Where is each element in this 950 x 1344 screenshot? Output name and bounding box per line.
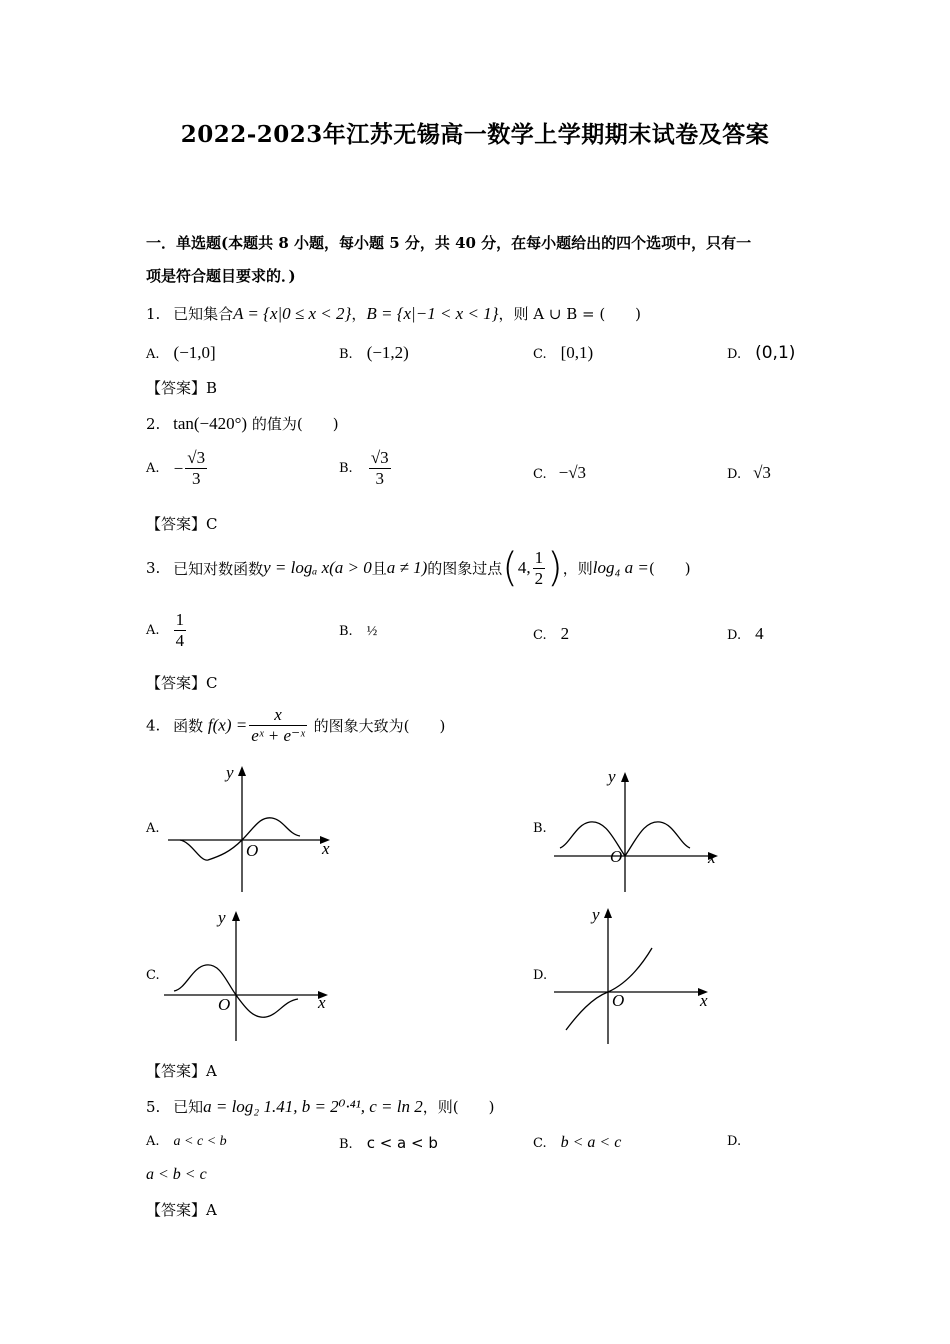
graph-curve [180, 818, 300, 860]
q3-option-d [727, 624, 764, 644]
y-label: y [592, 905, 600, 924]
point-denominator: 2 [534, 568, 544, 588]
option-label: A. [146, 1134, 160, 1149]
q4-graph-d [550, 900, 730, 1050]
option-text: a < c < b [173, 1134, 227, 1149]
q3-answer: 【答案】C [146, 674, 218, 692]
point-x: 4, [517, 558, 531, 577]
section-heading-line2: 项是符合题目要求的．) [146, 267, 296, 285]
y-axis-arrow [621, 772, 629, 782]
q3-option-b [339, 624, 377, 640]
question-text: 已知集合 [173, 305, 234, 323]
conjunction: 且 [371, 559, 387, 578]
question-text-end: ，则( ) [422, 1098, 495, 1116]
question-3: 3. 已知对数函数y = logₐ x(a > 0且a ≠ 1)的图象过点(4, $\frac{1}{2}$ )，则log₄ a =( ) [146, 545, 691, 591]
question-text: 函数 [173, 717, 204, 735]
fraction-denominator: 3 [375, 469, 384, 488]
q4-option-d-label: D. [533, 968, 548, 983]
origin-label: O [610, 847, 623, 866]
q2-option-c [533, 463, 586, 483]
q3-option-c [533, 624, 569, 644]
given-values: a = log₂ 1.41, b = 2⁰·⁴¹, c = ln 2 [203, 1097, 423, 1116]
q4-option-c-label: C. [146, 968, 160, 983]
option-label: B. [339, 461, 353, 476]
question-2 [146, 413, 339, 434]
graph-curve [566, 948, 652, 1030]
q5-option-d-label: D. [727, 1134, 742, 1149]
question-5 [146, 1096, 494, 1117]
set-a: A = {x|0 ≤ x < 2} [233, 304, 352, 323]
option-text: [0,1) [560, 343, 594, 362]
q1-answer: 【答案】B [146, 379, 218, 397]
question-number: 4. [146, 716, 161, 735]
set-b: B = {x|−1 < x < 1} [366, 304, 499, 323]
question-text: ，则 [562, 559, 593, 578]
q1-option-a [146, 343, 216, 363]
option-text: 4 [755, 624, 764, 643]
fraction-numerator: 1 [175, 610, 185, 629]
question-text: 已知对数函数 [173, 559, 264, 578]
option-label: A. [146, 461, 160, 476]
option-text: c < a < b [366, 1134, 438, 1152]
option-label: B. [339, 1137, 353, 1152]
q1-option-d [727, 343, 795, 363]
question-number: 2. [146, 415, 161, 433]
question-text-end: 的图象大致为( ) [313, 717, 446, 735]
question-text-end: ( ) [648, 559, 691, 578]
origin-label: O [612, 991, 625, 1010]
option-text: b < a < c [560, 1134, 622, 1151]
y-axis-arrow [238, 766, 246, 776]
q1-option-b [339, 343, 409, 363]
q2-option-b [339, 448, 393, 489]
q4-graph-a [160, 760, 340, 895]
q5-option-c [533, 1134, 621, 1152]
q5-answer: 【答案】A [146, 1201, 217, 1219]
option-label: C. [533, 347, 547, 362]
option-text: ½ [366, 624, 378, 639]
q4-option-b-label: B. [533, 821, 547, 836]
question-number: 1. [146, 305, 161, 323]
log-expression: log₄ a = [592, 558, 649, 577]
q2-option-a [146, 448, 209, 489]
question-4 [146, 705, 445, 746]
y-label: y [218, 908, 226, 927]
option-label: C. [533, 628, 547, 643]
q5-option-a [146, 1134, 227, 1150]
origin-label: O [246, 841, 259, 860]
question-number: 3. [146, 559, 161, 577]
question-text: 已知 [173, 1098, 204, 1116]
question-text: 的值为( ) [251, 415, 339, 433]
option-text: (−1,0] [173, 343, 216, 362]
q4-graph-c [160, 905, 340, 1045]
option-label: B. [339, 347, 353, 362]
fraction-denominator: 4 [175, 631, 185, 650]
x-label: x [322, 839, 330, 858]
condition: a ≠ 1) [386, 558, 428, 577]
x-label: x [708, 848, 716, 867]
fraction-denominator: eˣ + e⁻ˣ [251, 726, 305, 745]
option-label: C. [533, 1136, 547, 1151]
page-title: 2022-2023年江苏无锡高一数学上学期期末试卷及答案 [180, 121, 770, 148]
option-text: (−1,2) [366, 343, 409, 362]
option-text: √3 [753, 463, 771, 482]
option-label: C. [533, 467, 547, 482]
question-text-mid: 的图象过点 [427, 559, 503, 578]
origin-label: O [218, 995, 231, 1014]
option-text: (0,1) [755, 343, 796, 363]
fraction-numerator: √3 [370, 448, 389, 467]
x-label: x [700, 991, 708, 1010]
option-label: D. [727, 347, 742, 362]
q4-answer: 【答案】A [146, 1062, 217, 1080]
y-axis-arrow [232, 911, 240, 921]
fraction-denominator: 3 [191, 469, 201, 488]
y-label: y [608, 767, 616, 786]
q2-answer: 【答案】C [146, 515, 218, 533]
x-label: x [318, 993, 326, 1012]
y-label: y [226, 763, 234, 782]
tan-expression: tan(−420°) [173, 414, 248, 433]
q5-option-b [339, 1134, 438, 1152]
option-label: D. [727, 628, 742, 643]
option-label: D. [727, 467, 742, 482]
question-number: 5. [146, 1098, 161, 1116]
q2-option-d [727, 463, 771, 483]
section-heading-line1: 一．单选题(本题共 8 小题，每小题 5 分，共 40 分，在每小题给出的四个选项中，只有一 [146, 234, 752, 252]
log-function: y = logₐ x(a > 0 [263, 558, 372, 577]
option-label: B. [339, 624, 353, 639]
q3-option-a [146, 610, 188, 651]
option-label: A. [146, 347, 160, 362]
point-numerator: 1 [534, 547, 544, 567]
fraction-numerator: √3 [187, 448, 206, 467]
option-label: A. [146, 623, 160, 638]
function-lhs: f(x) = [207, 715, 248, 735]
q1-option-c [533, 343, 593, 363]
q5-option-d-text: a < b < c [146, 1166, 207, 1183]
option-text: 2 [560, 624, 570, 643]
separator: ， [351, 305, 367, 323]
option-text: −√3 [558, 463, 587, 482]
question-text-end: ，则 A ∪ B = ( ) [498, 305, 642, 323]
question-1 [146, 303, 641, 324]
y-axis-arrow [604, 908, 612, 918]
q4-option-a-label: A. [146, 821, 160, 836]
fraction-numerator: x [249, 705, 307, 726]
option-sign: − [173, 458, 184, 478]
q4-graph-b [550, 760, 730, 895]
